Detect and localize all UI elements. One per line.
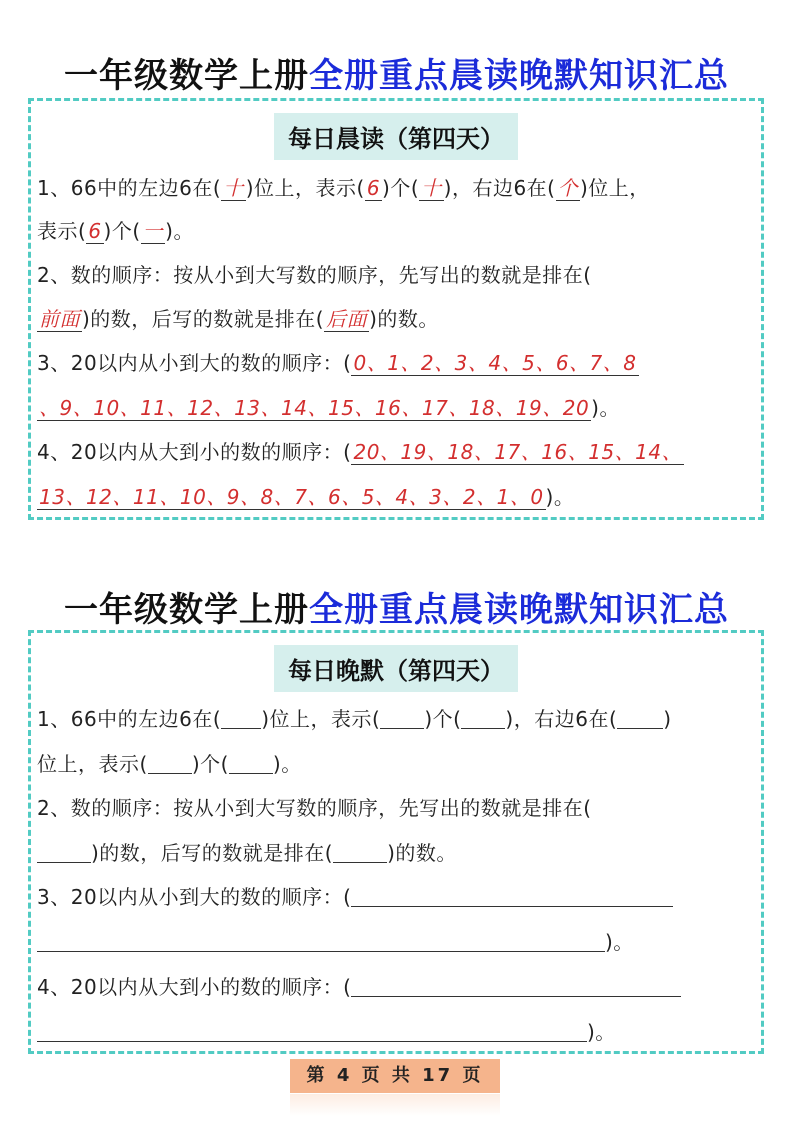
q1-text: )位上，表示(	[245, 176, 365, 200]
q1-text: )位上，	[580, 176, 650, 200]
q1-text: )，右边6在(	[443, 176, 556, 200]
evening-dictation-box	[28, 630, 764, 1054]
answer-blank[interactable]	[351, 886, 673, 907]
q1-line2	[37, 221, 757, 241]
q1-text: 1、66中的左边6在(	[37, 176, 222, 200]
answer: 6	[88, 219, 102, 243]
title-blue-part: 全册重点晨读晚默知识汇总	[309, 590, 729, 630]
q4-line2	[37, 487, 757, 507]
title-blue-part: 全册重点晨读晚默知识汇总	[309, 56, 729, 96]
q4-line1	[37, 442, 757, 462]
answer: 一	[142, 219, 164, 243]
q2-line1	[37, 798, 757, 818]
answer-blank[interactable]	[380, 708, 424, 729]
q2-line2	[37, 842, 757, 863]
q1-text: )位上，表示(	[261, 707, 381, 731]
answer-blank[interactable]	[37, 1021, 587, 1042]
evening-subtitle: 每日晚默（第四天）	[274, 645, 518, 692]
answer: 13、12、11、10、9、8、7、6、5、4、3、2、1、0	[39, 485, 544, 509]
q1-text: )个(	[424, 707, 462, 731]
q4-text: 4、20以内从大到小的数的顺序：(	[37, 975, 352, 999]
q4-line1	[37, 976, 757, 997]
q1-text: )个(	[191, 752, 229, 776]
q1-text: 位上，表示(	[37, 752, 148, 776]
title-black-part: 一年级数学上册	[64, 590, 309, 630]
q2-line1	[37, 265, 757, 285]
q2-line2	[37, 309, 757, 329]
answer-blank[interactable]	[229, 753, 273, 774]
page-title-top	[0, 48, 793, 97]
q1-text: )。	[272, 752, 302, 776]
q2-text: 2、数的顺序：按从小到大写数的顺序，先写出的数就是排在(	[37, 263, 592, 287]
answer: 、9、10、11、12、13、14、15、16、17、18、19、20	[39, 396, 590, 420]
answer: 前面	[39, 307, 80, 331]
q3-text: 3、20以内从小到大的数的顺序：(	[37, 885, 352, 909]
answer: 6	[366, 176, 381, 200]
q3-line1	[37, 886, 757, 907]
q1-text: )个(	[382, 176, 420, 200]
answer: 20、19、18、17、16、15、14、	[353, 440, 683, 464]
q1-text: 表示(	[37, 219, 87, 243]
q3-line2	[37, 931, 757, 952]
q1-text: )个(	[103, 219, 141, 243]
q1-text: )。	[165, 219, 194, 243]
answer: 十	[421, 176, 442, 200]
q1-text: 1、66中的左边6在(	[37, 707, 222, 731]
page-number-badge: 第 4 页 共 17 页	[290, 1059, 500, 1093]
answer-blank[interactable]	[37, 931, 605, 952]
footer-reflection	[290, 1094, 500, 1116]
answer-blank[interactable]	[221, 708, 261, 729]
page-title-bottom	[0, 582, 793, 631]
answer-blank[interactable]	[148, 753, 192, 774]
q1-line1	[37, 708, 757, 729]
q1-line1	[37, 178, 757, 198]
q3-line1	[37, 353, 757, 373]
q2-text: )的数，后写的数就是排在(	[82, 307, 325, 331]
q2-text: )的数。	[387, 841, 457, 865]
morning-reading-box	[28, 98, 764, 520]
q3-line2	[37, 398, 757, 418]
q4-text: )。	[587, 1020, 616, 1044]
q4-text: )。	[545, 485, 575, 509]
answer-blank[interactable]	[617, 708, 663, 729]
answer-blank[interactable]	[461, 708, 505, 729]
q2-text: )的数，后写的数就是排在(	[91, 841, 334, 865]
q1-line2	[37, 753, 757, 774]
q4-text: 4、20以内从大到小的数的顺序：(	[37, 440, 352, 464]
q4-line2	[37, 1021, 757, 1042]
answer-blank[interactable]	[333, 842, 387, 863]
q1-text: )，右边6在(	[505, 707, 618, 731]
answer: 后面	[326, 307, 368, 331]
q3-text: )。	[591, 396, 620, 420]
answer-blank[interactable]	[351, 976, 681, 997]
q3-text: )。	[605, 930, 634, 954]
q2-text: )的数。	[369, 307, 439, 331]
answer: 十	[223, 176, 244, 200]
title-black-part: 一年级数学上册	[64, 56, 309, 96]
answer-blank[interactable]	[37, 842, 91, 863]
q3-text: 3、20以内从小到大的数的顺序：(	[37, 351, 352, 375]
q1-text: )	[663, 707, 672, 731]
morning-subtitle: 每日晨读（第四天）	[274, 113, 518, 160]
answer: 个	[557, 176, 578, 200]
answer: 0、1、2、3、4、5、6、7、8	[353, 351, 637, 375]
q2-text: 2、数的顺序：按从小到大写数的顺序，先写出的数就是排在(	[37, 796, 592, 820]
